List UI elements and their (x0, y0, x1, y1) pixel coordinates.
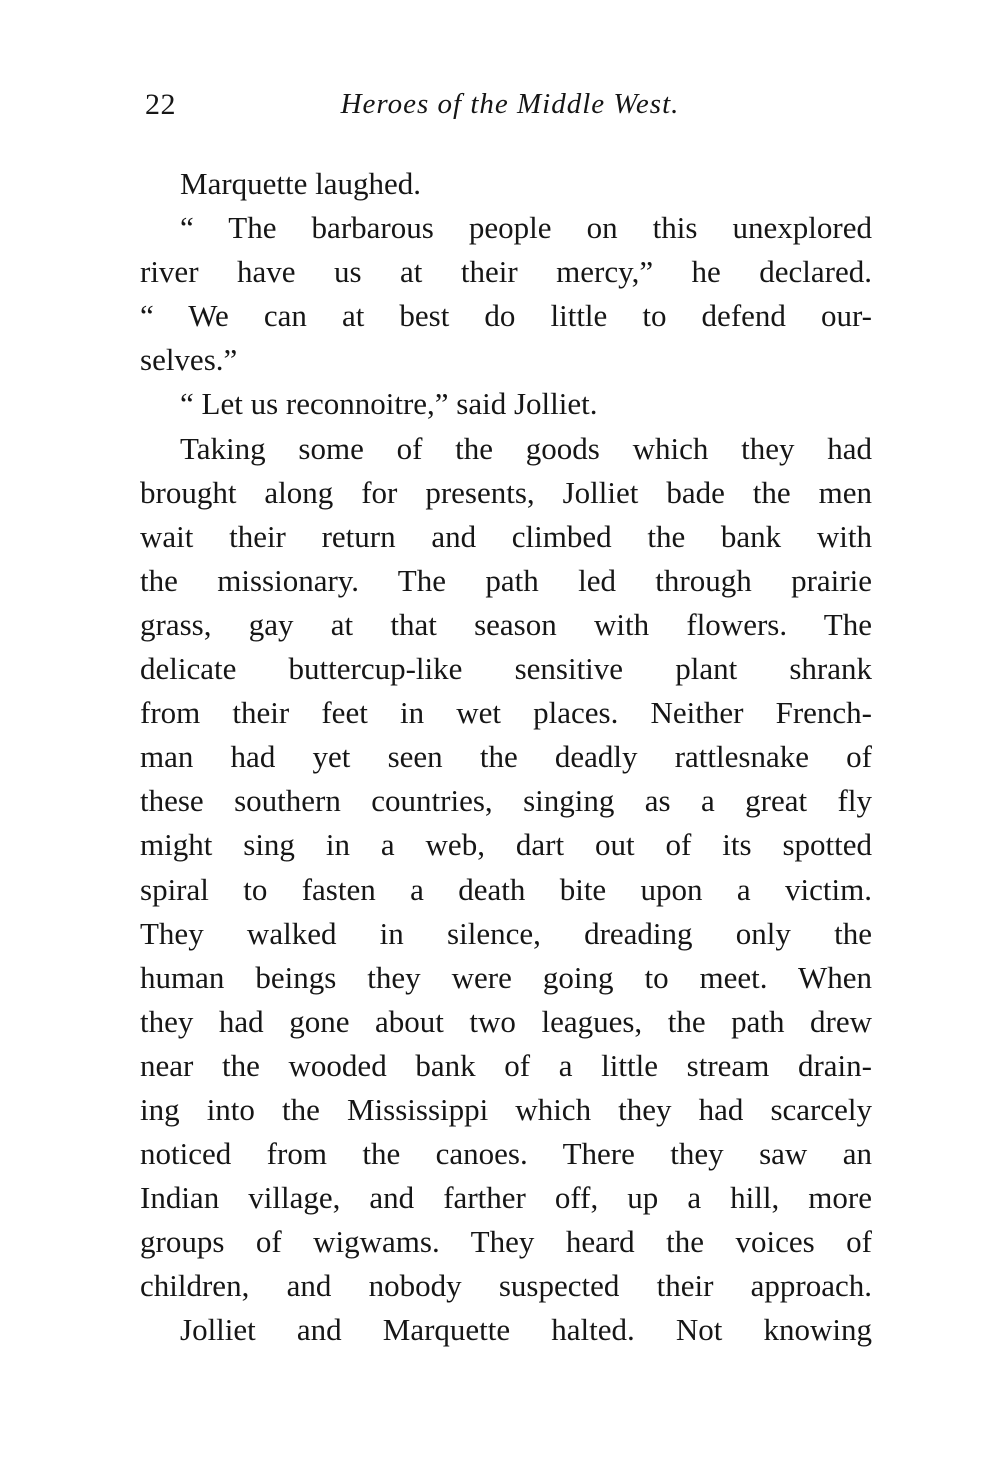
text-line: selves.” (140, 342, 238, 378)
text-line: river have us at their mercy,” he declared. (140, 254, 872, 290)
text-line: they had gone about two leagues, the path drew (140, 1003, 872, 1039)
text-line: brought along for presents, Jolliet bade the men (140, 474, 872, 510)
text-line: might sing in a web, dart out of its spotted (140, 827, 872, 863)
running-head: Heroes of the Middle West. (340, 88, 680, 120)
text-line: ing into the Mississippi which they had scarcely (140, 1091, 872, 1127)
page-header (145, 88, 875, 128)
text-line: children, and nobody suspected their approach. (140, 1268, 872, 1304)
text-line: wait their return and climbed the bank with (140, 518, 872, 554)
text-line: man had yet seen the deadly rattlesnake of (140, 739, 872, 775)
text-line: Marquette laughed. (180, 166, 422, 201)
text-line: grass, gay at that season with flowers. The (140, 606, 872, 642)
text-line: Taking some of the goods which they had (180, 430, 872, 466)
text-line: these southern countries, singing as a great fly (140, 783, 872, 819)
text-line: the missionary. The path led through prairie (140, 562, 872, 598)
text-line: delicate buttercup-like sensitive plant shrank (140, 651, 872, 687)
text-line: “ The barbarous people on this unexplored (180, 210, 872, 246)
text-line: groups of wigwams. They heard the voices of (140, 1224, 872, 1260)
text-line: human beings they were going to meet. When (140, 959, 872, 995)
body-text (140, 162, 872, 1353)
text-line: near the wooded bank of a little stream drain- (140, 1047, 872, 1083)
text-line: Jolliet and Marquette halted. Not knowing (180, 1312, 872, 1348)
text-line: They walked in silence, dreading only the (140, 915, 872, 951)
text-line: noticed from the canoes. There they saw an (140, 1136, 872, 1172)
page-number: 22 (145, 88, 176, 121)
text-line: from their feet in wet places. Neither French- (140, 695, 872, 731)
text-line: spiral to fasten a death bite upon a victim. (140, 871, 872, 907)
text-line: “ We can at best do little to defend our- (140, 298, 872, 334)
text-line: Indian village, and farther off, up a hill, more (140, 1180, 872, 1216)
text-line: “ Let us reconnoitre,” said Jolliet. (180, 386, 598, 422)
